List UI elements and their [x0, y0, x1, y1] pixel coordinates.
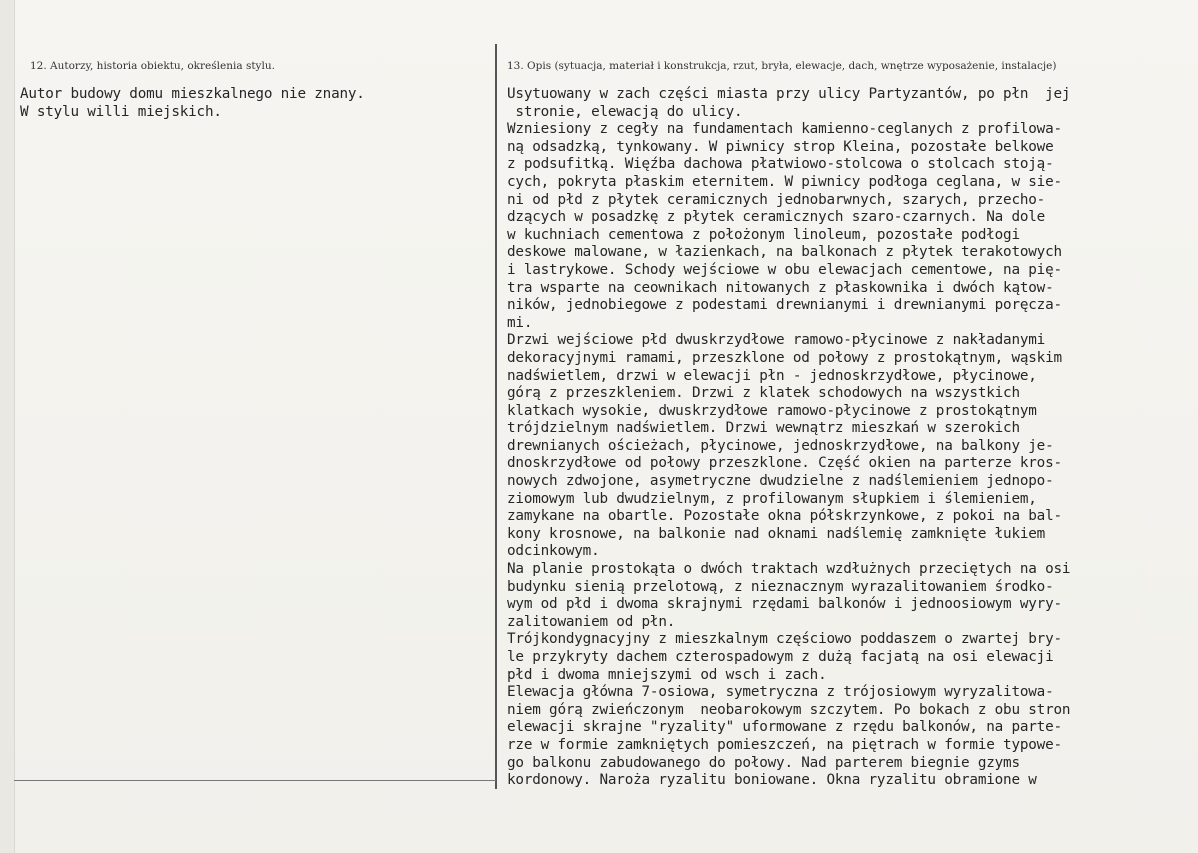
text-line: odcinkowym.: [507, 543, 600, 560]
text-line: Elewacja główna 7-osiowa, symetryczna z trójosiowym wyryzalitowa-: [507, 684, 1054, 701]
text-line: Drzwi wejściowe płd dwuskrzydłowe ramowo-płycinowe z nakładanymi: [507, 332, 1046, 349]
text-line: go balkonu zabudowanego do połowy. Nad parterem biegnie gzyms: [507, 754, 1020, 771]
text-line: nadświetlem, drzwi w elewacji płn - jednoskrzydłowe, płycinowe,: [507, 367, 1037, 384]
text-line: rze w formie zamkniętych pomieszczeń, na piętrach w formie typowe-: [507, 736, 1062, 753]
text-line: cych, pokryta płaskim eternitem. W piwnicy podłoga ceglana, w sie-: [507, 173, 1062, 190]
text-line: ną odsadzką, tynkowany. W piwnicy strop Kleina, pozostałe belkowe: [507, 138, 1054, 155]
text-line: płd i dwoma mniejszymi od wsch i zach.: [507, 666, 827, 683]
bottom-rule: [14, 780, 496, 781]
section-12-body: [20, 86, 490, 121]
text-line: tra wsparte na ceownikach nitowanych z płaskownika i dwóch kątow-: [507, 279, 1054, 296]
text-line: Autor budowy domu mieszkalnego nie znany.: [20, 86, 365, 102]
section-12-heading: 12. Autorzy, historia obiektu, określenia stylu.: [30, 60, 275, 72]
text-line: le przykryty dachem czterospadowym z dużą facjatą na osi elewacji: [507, 649, 1054, 665]
text-line: kordonowy. Naroża ryzalitu boniowane. Okna ryzalitu obramione w: [507, 772, 1037, 789]
text-line: Trójkondygnacyjny z mieszkalnym częściowo poddaszem o zwartej bry-: [507, 631, 1062, 648]
text-line: zalitowaniem od płn.: [507, 613, 676, 630]
text-line: nowych zdwojone, asymetryczne dwudzielne z nadślemieniem jednopo-: [507, 473, 1054, 490]
text-line: z podsufitką. Więźba dachowa płatwiowo-stolcowa o stolcach stoją-: [507, 156, 1054, 173]
text-line: zamykane na obartle. Pozostałe okna półskrzynkowe, z pokoi na bal-: [507, 508, 1062, 525]
text-line: kony krosnowe, na balkonie nad oknami nadślemię zamknięte łukiem: [507, 525, 1046, 542]
text-line: elewacji skrajne "ryzality" uformowane z rzędu balkonów, na parte-: [507, 719, 1062, 736]
text-line: górą z przeszkleniem. Drzwi z klatek schodowych na wszystkich: [507, 385, 1020, 402]
text-line: wym od płd i dwoma skrajnymi rzędami balkonów i jednoosiowym wyry-: [507, 596, 1062, 613]
text-line: deskowe malowane, w łazienkach, na balkonach z płytek terakotowych: [507, 244, 1062, 261]
text-line: ników, jednobiegowe z podestami drewnianymi i drewnianymi poręcza-: [507, 297, 1062, 314]
text-line: dekoracyjnymi ramami, przeszklone od połowy z prostokątnym, wąskim: [507, 349, 1062, 366]
section-13: [507, 60, 1187, 790]
section-13-heading: 13. Opis (sytuacja, materiał i konstrukcja, rzut, bryła, elewacje, dach, wnętrze wyposażenie, instalacje): [507, 60, 1057, 72]
text-line: Na planie prostokąta o dwóch traktach wzdłużnych przeciętych na osi: [507, 561, 1071, 578]
text-line: ni od płd z płytek ceramicznych jednobarwnych, szarych, przecho-: [507, 191, 1046, 208]
page-edge: [0, 0, 15, 853]
text-line: Usytuowany w zach części miasta przy ulicy Partyzantów, po płn jej: [507, 86, 1071, 102]
text-line: klatkach wysokie, dwuskrzydłowe ramowo-płycinowe z prostokątnym: [507, 402, 1037, 419]
text-line: i lastrykowe. Schody wejściowe w obu elewacjach cementowe, na pię-: [507, 261, 1062, 278]
text-line: dzących w posadzkę z płytek ceramicznych szaro-czarnych. Na dole: [507, 209, 1046, 226]
text-line: dnoskrzydłowe od połowy przeszklone. Część okien na parterze kros-: [507, 455, 1062, 472]
section-12: [20, 60, 490, 121]
section-13-body: [507, 86, 1187, 790]
text-line: budynku sienią przelotową, z nieznacznym wyrazalitowaniem środko-: [507, 578, 1054, 595]
column-divider: [495, 44, 497, 789]
text-line: trójdzielnym nadświetlem. Drzwi wewnątrz mieszkań w szerokich: [507, 420, 1020, 437]
text-line: mi.: [507, 314, 533, 331]
text-line: ziomowym lub dwudzielnym, z profilowanym słupkiem i ślemieniem,: [507, 490, 1037, 507]
text-line: w kuchniach cementowa z położonym linoleum, pozostałe podłogi: [507, 226, 1020, 243]
text-line: Wzniesiony z cegły na fundamentach kamienno-ceglanych z profilowa-: [507, 121, 1062, 138]
text-line: stronie, elewacją do ulicy.: [507, 103, 743, 120]
text-line: niem górą zwieńczonym neobarokowym szczytem. Po bokach z obu stron: [507, 701, 1071, 718]
text-line: drewnianych ościeżach, płycinowe, jednoskrzydłowe, na balkony je-: [507, 437, 1054, 454]
text-line: W stylu willi miejskich.: [20, 103, 222, 120]
